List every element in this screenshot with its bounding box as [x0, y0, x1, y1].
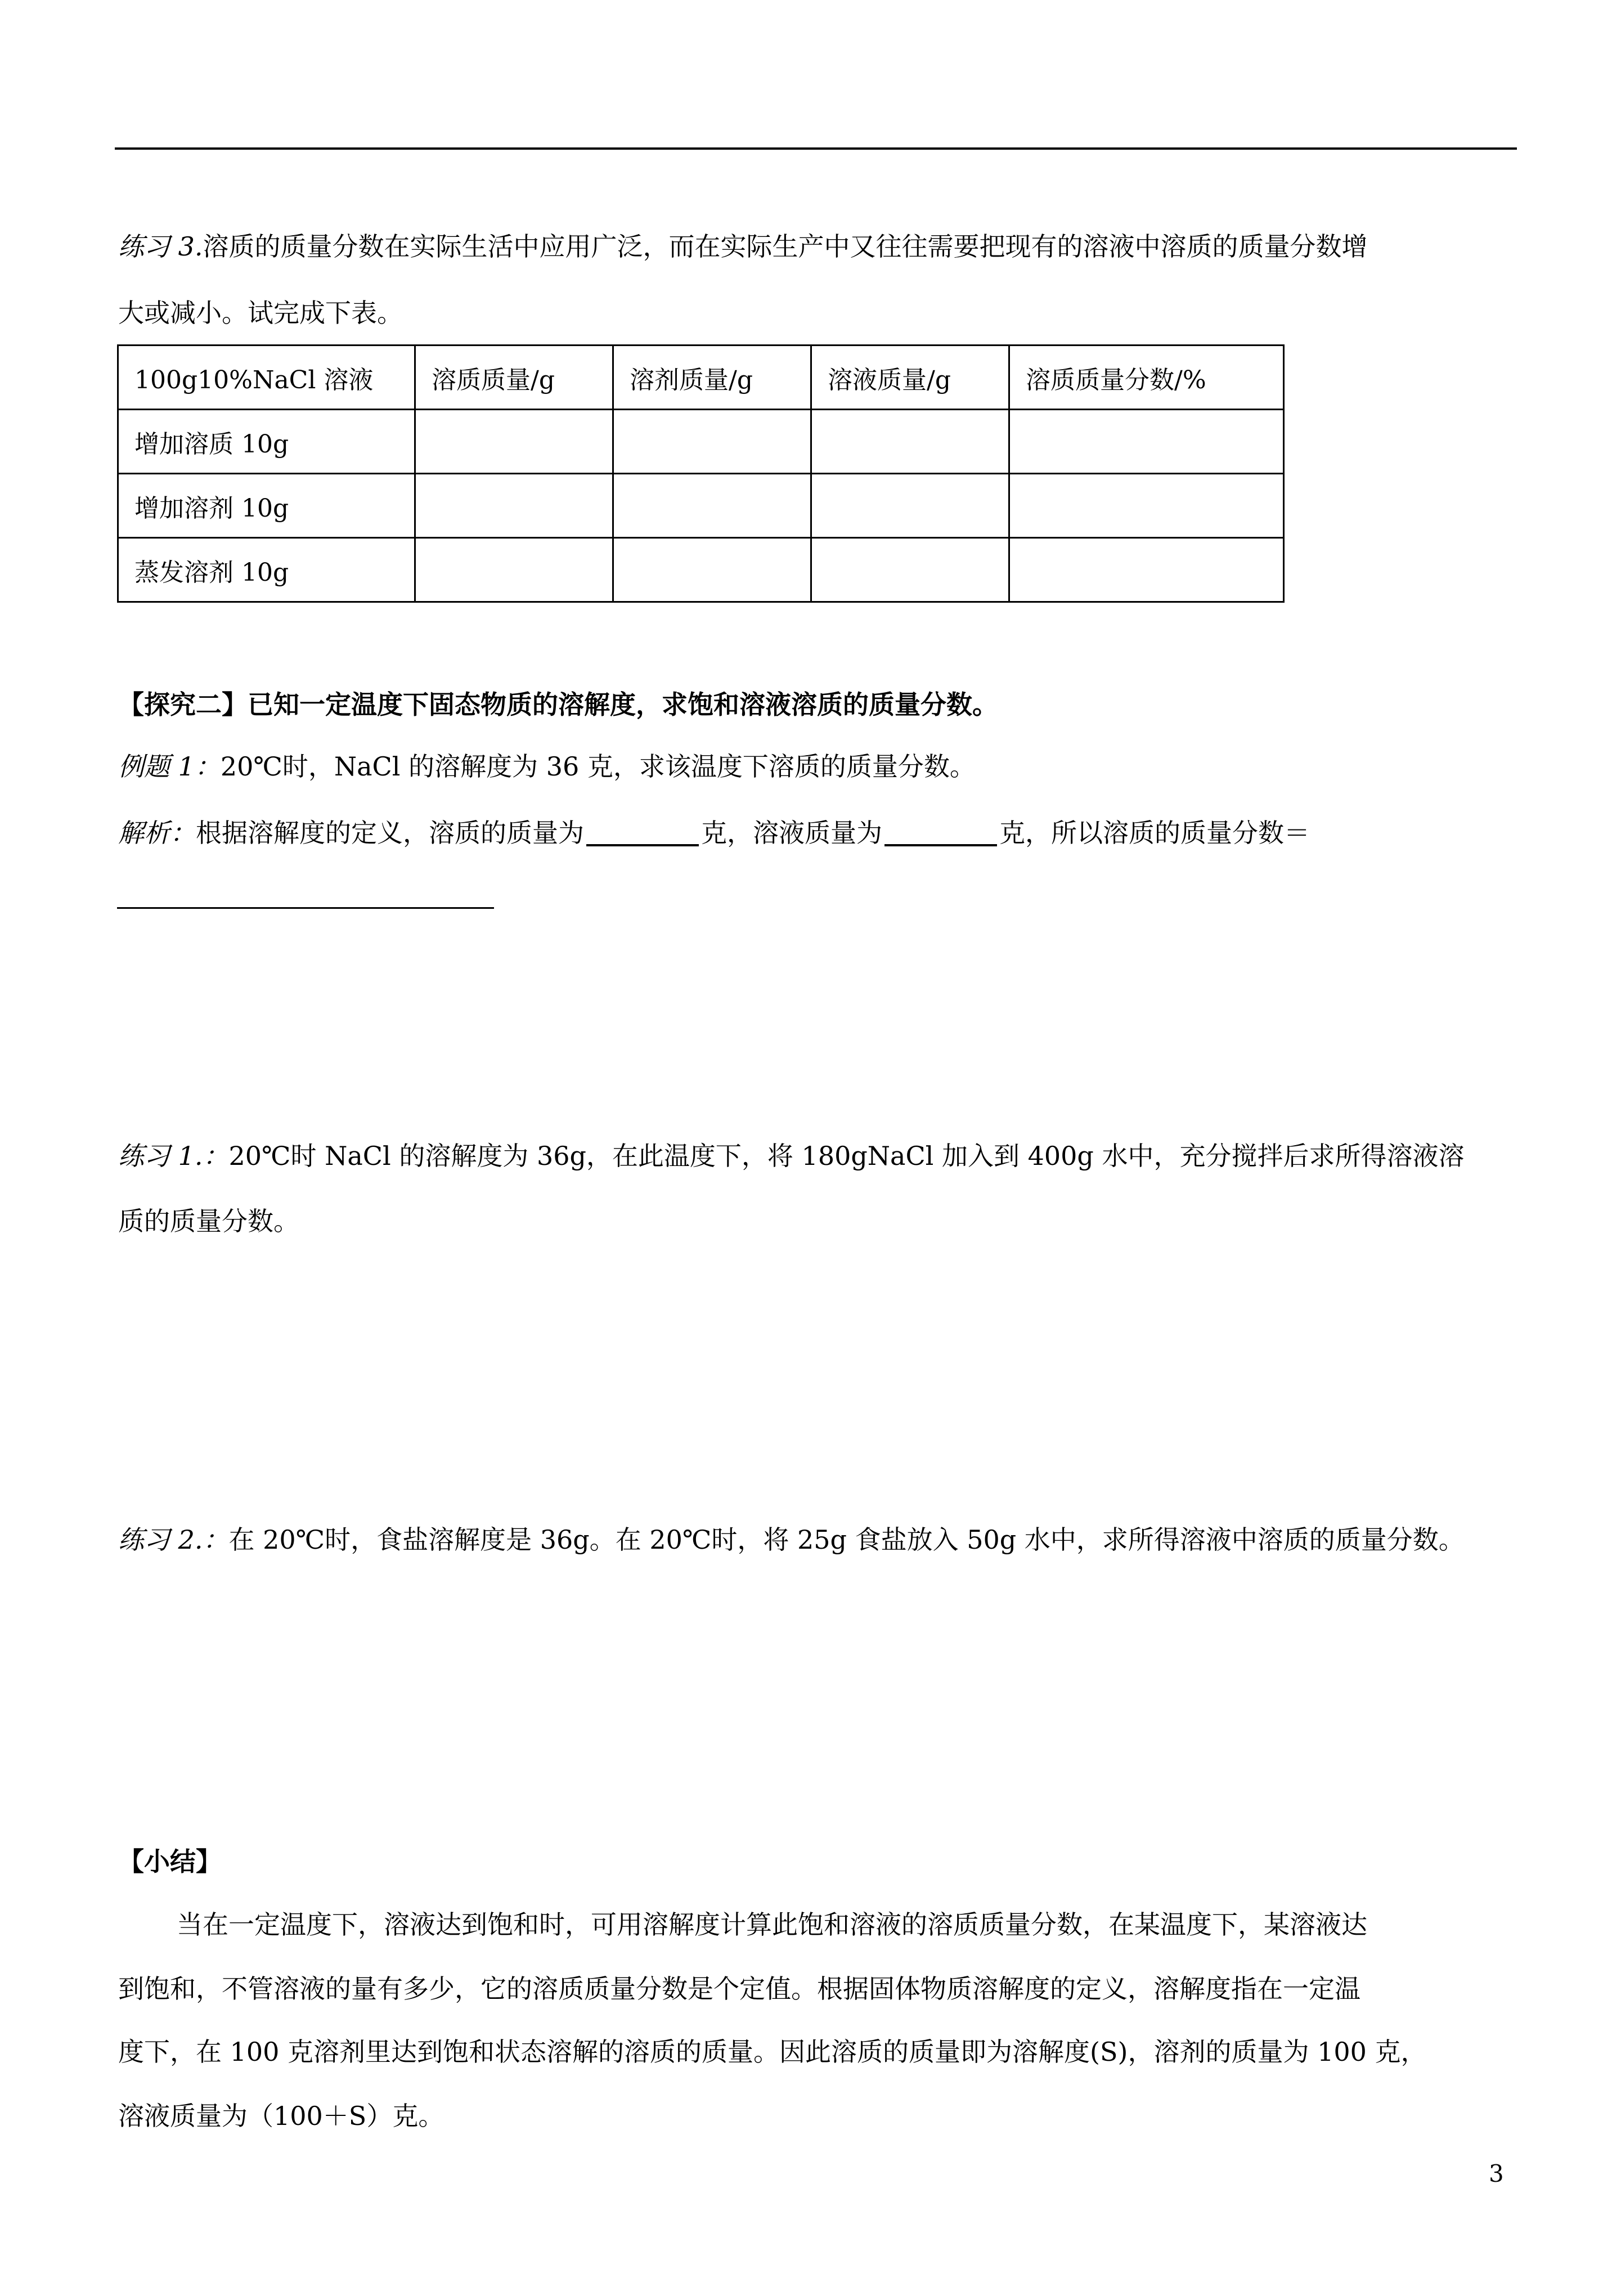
nacl-solution-table	[117, 344, 1285, 603]
table-cell-answer[interactable]	[811, 410, 1009, 474]
table-cell-answer[interactable]	[811, 538, 1009, 602]
table-cell-answer[interactable]	[415, 410, 613, 474]
analysis-part2: 克，溶液质量为	[701, 818, 882, 848]
answer-blank-mass-fraction[interactable]	[117, 907, 494, 909]
practice1-label: 练习 1.：	[118, 1141, 229, 1171]
practice1-line1	[118, 1139, 1514, 1173]
analysis-part1: 根据溶解度的定义，溶质的质量为	[196, 818, 584, 848]
practice2-label: 练习 2.：	[118, 1524, 229, 1555]
summary-line: 度下，在 100 克溶剂里达到饱和状态溶解的溶质的质量。因此溶质的质量即为溶解度(S)，溶剂的质量为 100 克，	[118, 2037, 1427, 2067]
inquiry2-heading: 【探究二】已知一定温度下固态物质的溶解度，求饱和溶液溶质的质量分数。	[118, 689, 998, 720]
exercise3-text-1: 溶质的质量分数在实际生活中应用广泛，而在实际生产中又往往需要把现有的溶液中溶质的质量分数增	[203, 231, 1368, 262]
table-row-label: 增加溶质 10g	[118, 410, 415, 474]
practice2-line	[118, 1523, 1514, 1557]
table-cell-answer[interactable]	[613, 410, 811, 474]
practice1-text-2: 质的质量分数。	[118, 1206, 299, 1236]
exercise3-line1	[118, 230, 1514, 263]
table-cell-answer[interactable]	[1009, 410, 1284, 474]
table-row-label: 蒸发溶剂 10g	[118, 538, 415, 602]
table-header-row	[118, 346, 1284, 410]
table-row	[118, 410, 1284, 474]
table-cell-answer[interactable]	[613, 474, 811, 538]
table-row	[118, 538, 1284, 602]
table-header-cell: 100g10%NaCl 溶液	[118, 346, 415, 410]
page-number: 3	[1489, 2160, 1504, 2187]
table-row	[118, 474, 1284, 538]
exercise3-line2	[118, 296, 1514, 330]
table-header-cell: 溶质质量分数/%	[1009, 346, 1284, 410]
summary-heading: 【小结】	[118, 1846, 222, 1877]
practice1-text-1: 20℃时 NaCl 的溶解度为 36g，在此温度下，将 180gNaCl 加入到 400g 水中，充分搅拌后求所得溶液溶	[228, 1141, 1465, 1171]
table-cell-answer[interactable]	[415, 474, 613, 538]
analysis-part3: 克，所以溶质的质量分数＝	[999, 818, 1310, 848]
example1-label: 例题 1：	[118, 751, 221, 782]
practice2-text: 在 20℃时，食盐溶解度是 36g。在 20℃时，将 25g 食盐放入 50g 水中，求所得溶液中溶质的质量分数。	[228, 1524, 1465, 1555]
header-rule	[115, 147, 1517, 150]
table-cell-answer[interactable]	[1009, 474, 1284, 538]
table-header-cell: 溶质质量/g	[415, 346, 613, 410]
summary-line: 到饱和，不管溶液的量有多少，它的溶质质量分数是个定值。根据固体物质溶解度的定义，溶解度指在一定温	[118, 1974, 1360, 2004]
summary-line: 当在一定温度下，溶液达到饱和时，可用溶解度计算此饱和溶液的溶质质量分数，在某温度下，某溶液达	[177, 1909, 1367, 1940]
table-cell-answer[interactable]	[613, 538, 811, 602]
exercise3-text-2: 大或减小。试完成下表。	[118, 298, 403, 328]
analysis-label: 解析：	[118, 818, 196, 848]
table-cell-answer[interactable]	[811, 474, 1009, 538]
example1-line	[118, 750, 1514, 783]
table-header-cell: 溶剂质量/g	[613, 346, 811, 410]
summary-line: 溶液质量为（100＋S）克。	[118, 2101, 444, 2131]
answer-blank-solution-mass[interactable]	[884, 844, 997, 846]
table-header-cell: 溶液质量/g	[811, 346, 1009, 410]
answer-blank-solute-mass[interactable]	[586, 844, 699, 846]
analysis-line	[118, 816, 1514, 850]
exercise3-label: 练习 3.	[118, 231, 203, 262]
example1-text: 20℃时，NaCl 的溶解度为 36 克，求该温度下溶质的质量分数。	[220, 751, 976, 782]
table-cell-answer[interactable]	[415, 538, 613, 602]
table-cell-answer[interactable]	[1009, 538, 1284, 602]
practice1-line2	[118, 1204, 1514, 1238]
table-row-label: 增加溶剂 10g	[118, 474, 415, 538]
